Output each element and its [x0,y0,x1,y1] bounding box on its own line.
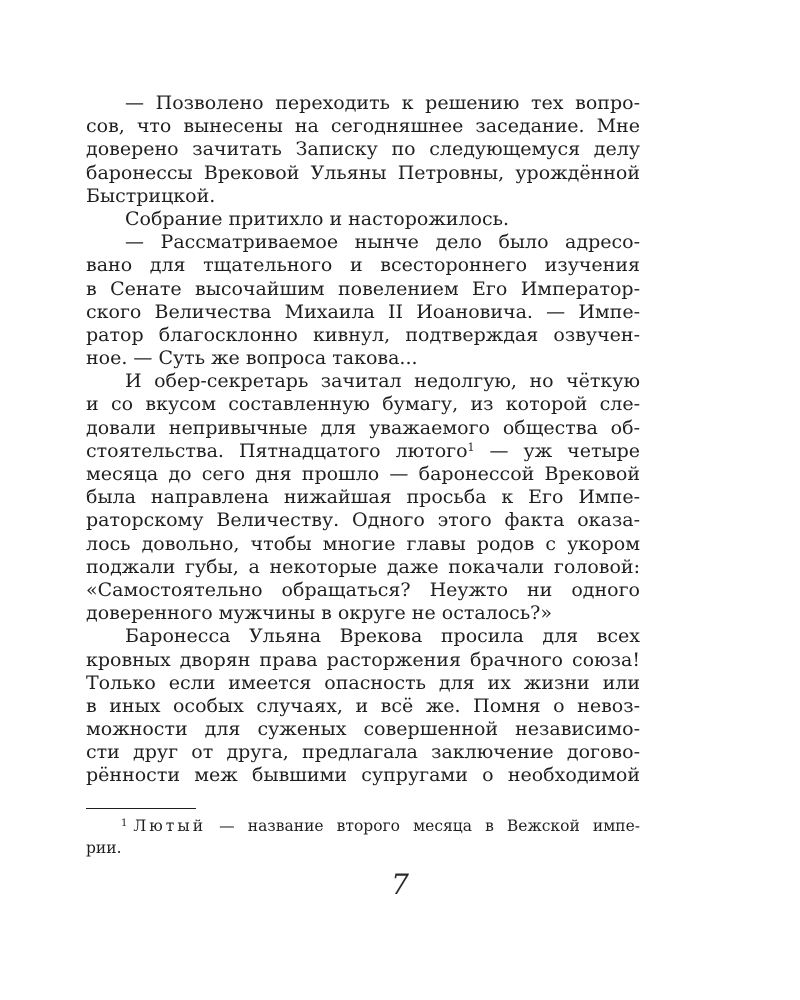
footnote-line [86,815,640,837]
text-line: можности для суженых совершенной независимо- [86,718,640,741]
footnote-separator [86,808,196,809]
footnote-term: Лютый [133,817,207,835]
text-line: вано для тщательного и всестороннего изучения [86,254,640,277]
text-line: довали непривычные для уважаемого общества об- [86,416,640,439]
text-line: — Рассматриваемое нынче дело было адресо- [125,231,640,254]
text-line: и со вкусом составленную бумагу, из которой сле- [86,393,640,416]
text-line: доверенного мужчины в округе не осталось?» [86,602,552,625]
text-line: лось довольно, чтобы многие главы родов с укором [86,532,640,555]
footnote-line: рии. [86,839,122,857]
text-line: месяца до сего дня прошло — баронессой Врековой [86,463,640,485]
text-line: И обер-секретарь зачитал недолгую, но чёткую [125,370,640,393]
text-line-with-footnote-ref [86,440,640,463]
text-line: в Сенате высочайшим повелением Его Император- [86,277,640,300]
text-fragment: стоятельства. Пятнадцатого лютого [86,439,468,462]
text-fragment: — уж четыре [474,439,640,462]
page-number: 7 [391,868,409,901]
text-line: кровных дворян права расторжения брачного союза! [86,648,640,671]
footnote-text: — название второго месяца в Вежской импе- [206,817,640,835]
text-line: сти друг от друга, предлагала заключение догово- [86,741,640,764]
text-line: Баронесса Ульяна Врекова просила для всех [125,625,640,648]
text-line: в иных особых случаях, и всё же. Помня о невоз- [86,694,640,717]
text-line: ное. — Суть же вопроса такова... [86,347,418,370]
text-line: Собрание притихло и насторожилось. [125,207,510,230]
text-line: рённости меж бывшими супругами о необходимой [86,764,640,787]
text-line: — Позволено переходить к решению тех вопро- [125,92,640,114]
text-line: Только если имеется опасность для их жизни или [86,671,640,694]
text-line: раторскому Величеству. Одного этого факта оказа- [86,509,640,532]
text-line: сов, что вынесены на сегодняшнее заседание. Мне [86,115,640,138]
text-line: «Самостоятельно обращаться? Неужто ни одного [86,578,640,601]
text-line: доверено зачитать Записку по следующемуся делу [86,138,640,161]
text-line: поджали губы, а некоторые даже покачали головой: [86,555,640,578]
footnote-reference[interactable]: 1 [467,440,475,454]
text-line: ского Величества Михаила II Иоановича. — Импе- [86,300,640,323]
body-text [86,92,640,788]
text-line: была направлена нижайшая просьба к Его Импе- [86,486,640,509]
text-line: ратор благосклонно кивнул, подтверждая озвучен- [86,323,640,346]
footnote-number: 1 [121,818,128,829]
text-line: баронессы Врековой Ульяны Петровны, урождённой [86,161,640,184]
text-line: Быстрицкой. [86,184,216,207]
footnote [86,815,640,859]
